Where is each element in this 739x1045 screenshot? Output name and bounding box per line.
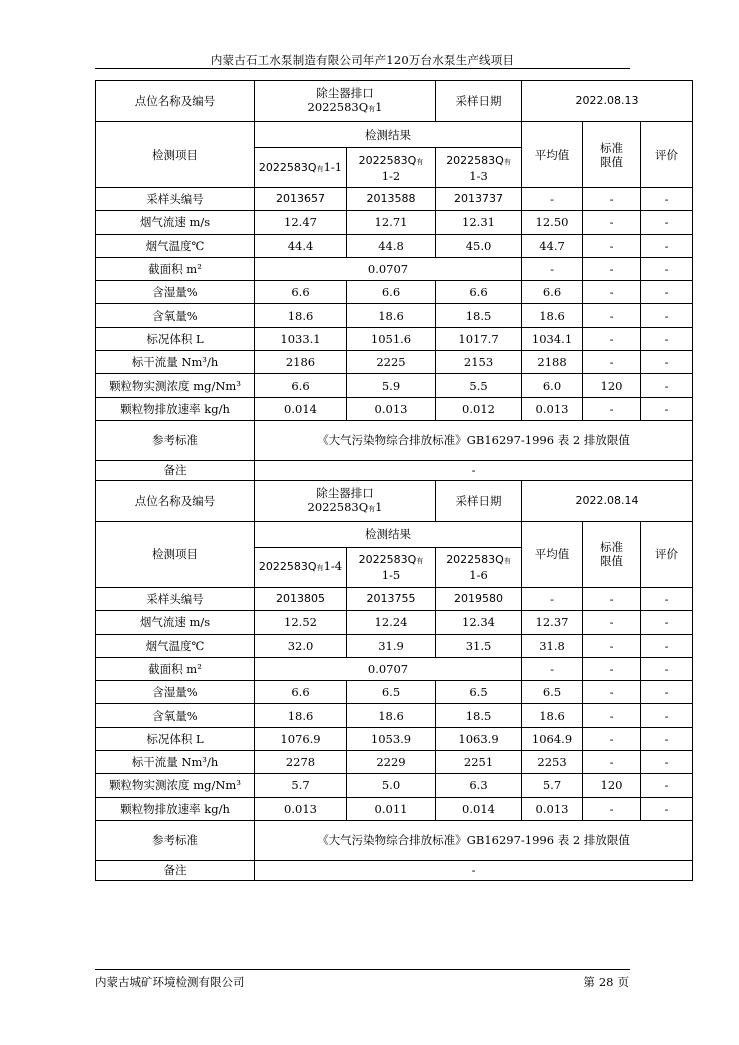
sample-code-sub: 有 <box>503 157 511 166</box>
row-standard-limit: 120 <box>583 374 641 397</box>
row-value-1: 12.47 <box>255 211 347 234</box>
table-row <box>96 521 693 547</box>
sample-code-suffix: 1-1 <box>323 159 343 174</box>
sampling-date: 2022.08.14 <box>522 480 693 521</box>
table-row <box>96 397 693 420</box>
row-average: 2188 <box>522 351 583 374</box>
row-value-1: 18.6 <box>255 304 347 327</box>
sample-code-sub: 有 <box>503 557 511 566</box>
row-average: 1034.1 <box>522 327 583 350</box>
table-row <box>96 304 693 327</box>
table-row <box>96 281 693 304</box>
sample-code-suffix: 1-6 <box>469 568 488 583</box>
row-average: 0.013 <box>522 397 583 420</box>
row-item-name: 烟气流速 m/s <box>96 611 255 634</box>
row-item-name: 截面积 m² <box>96 657 255 680</box>
point-name: 除尘器排口 <box>316 485 374 500</box>
row-value-3: 2013737 <box>436 188 522 211</box>
row-merged-value: 0.0707 <box>255 257 522 280</box>
row-evaluation: - <box>641 327 693 350</box>
row-average: 5.7 <box>522 774 583 797</box>
table-row <box>96 681 693 704</box>
table-row <box>96 751 693 774</box>
row-average: - <box>522 657 583 680</box>
results-label: 检测结果 <box>255 122 522 148</box>
row-average: - <box>522 188 583 211</box>
row-value-3: 12.34 <box>436 611 522 634</box>
table-row <box>96 420 693 460</box>
row-value-2: 2013588 <box>347 188 436 211</box>
row-evaluation: - <box>641 281 693 304</box>
point-code-suffix: 1 <box>375 100 383 114</box>
row-average: 6.5 <box>522 681 583 704</box>
row-evaluation: - <box>641 188 693 211</box>
footer-rule <box>95 969 630 970</box>
note-text: - <box>255 460 693 480</box>
row-evaluation: - <box>641 351 693 374</box>
row-value-1: 32.0 <box>255 634 347 657</box>
table-row <box>96 188 693 211</box>
point-code-sub: 有 <box>368 105 376 113</box>
row-value-1: 2013805 <box>255 587 347 610</box>
sample-code-suffix: 1-3 <box>469 168 488 183</box>
sample-code-suffix: 1-5 <box>381 568 401 583</box>
row-evaluation: - <box>641 657 693 680</box>
sample-code: 2022583Q <box>258 560 317 574</box>
sample-code-sub: 有 <box>416 157 424 166</box>
row-item-name: 颗粒物实测浓度 mg/Nm³ <box>96 374 255 397</box>
row-value-3: 6.5 <box>436 681 522 704</box>
page-number <box>571 974 631 990</box>
document-header-title: 内蒙古石工水泵制造有限公司年产120万台水泵生产线项目 <box>210 53 515 67</box>
ref-label: 参考标准 <box>96 420 255 460</box>
row-standard-limit: - <box>583 634 641 657</box>
row-item-name: 颗粒物实测浓度 mg/Nm³ <box>96 774 255 797</box>
row-average: 6.0 <box>522 374 583 397</box>
ref-label: 参考标准 <box>96 820 255 860</box>
point-code-suffix: 1 <box>375 499 383 514</box>
sample-code-sub: 有 <box>316 564 324 573</box>
row-value-3: 31.5 <box>436 634 522 657</box>
row-item-name: 标况体积 L <box>96 327 255 350</box>
row-standard-limit: - <box>583 327 641 350</box>
point-name: 除尘器排口 <box>316 86 374 100</box>
point-code: 2022583Q <box>307 100 369 114</box>
table-row <box>96 774 693 797</box>
row-evaluation: - <box>641 727 693 750</box>
row-average: 18.6 <box>522 704 583 727</box>
row-value-3: 1063.9 <box>436 727 522 750</box>
table-row <box>96 634 693 657</box>
sample-code-sub: 有 <box>316 164 324 173</box>
row-item-name: 采样头编号 <box>96 188 255 211</box>
row-standard-limit: - <box>583 397 641 420</box>
table-row <box>96 657 693 680</box>
row-value-1: 2278 <box>255 751 347 774</box>
row-evaluation: - <box>641 397 693 420</box>
row-standard-limit: - <box>583 188 641 211</box>
row-standard-limit: - <box>583 281 641 304</box>
table-row <box>96 797 693 820</box>
row-value-1: 12.52 <box>255 611 347 634</box>
row-item-name: 烟气流速 m/s <box>96 211 255 234</box>
point-name-code <box>255 81 436 122</box>
item-label: 检测项目 <box>96 521 255 587</box>
note-label: 备注 <box>96 860 255 880</box>
sample-code: 2022583Q <box>258 160 317 174</box>
row-value-2: 0.013 <box>347 397 436 420</box>
point-label: 点位名称及编号 <box>96 81 255 122</box>
table-row <box>96 122 693 148</box>
row-value-1: 6.6 <box>255 281 347 304</box>
row-standard-limit: - <box>583 211 641 234</box>
row-item-name: 截面积 m² <box>96 257 255 280</box>
row-value-3: 0.012 <box>436 397 522 420</box>
header-rule <box>95 68 630 69</box>
note-text: - <box>255 860 693 880</box>
row-item-name: 烟气温度℃ <box>96 234 255 257</box>
sample-code-suffix: 1-4 <box>323 559 343 574</box>
row-evaluation: - <box>641 587 693 610</box>
row-average: 44.7 <box>522 234 583 257</box>
row-item-name: 含湿量% <box>96 281 255 304</box>
table-row <box>96 234 693 257</box>
row-item-name: 标况体积 L <box>96 727 255 750</box>
row-standard-limit: - <box>583 657 641 680</box>
row-value-1: 2186 <box>255 351 347 374</box>
row-item-name: 含氧量% <box>96 704 255 727</box>
sample-code-suffix: 1-2 <box>381 168 401 183</box>
row-average: 0.013 <box>522 797 583 820</box>
row-value-1: 1076.9 <box>255 727 347 750</box>
table-row <box>96 211 693 234</box>
row-value-2: 0.011 <box>347 797 436 820</box>
table-row <box>96 460 693 480</box>
table-row <box>96 704 693 727</box>
row-average: 6.6 <box>522 281 583 304</box>
row-average: 18.6 <box>522 304 583 327</box>
row-average: - <box>522 587 583 610</box>
row-evaluation: - <box>641 751 693 774</box>
row-value-2: 6.6 <box>347 281 436 304</box>
row-evaluation: - <box>641 634 693 657</box>
date-label: 采样日期 <box>436 81 522 122</box>
row-value-3: 5.5 <box>436 374 522 397</box>
row-average: 1064.9 <box>522 727 583 750</box>
row-value-1: 5.7 <box>255 774 347 797</box>
note-label: 备注 <box>96 460 255 480</box>
row-standard-limit: - <box>583 234 641 257</box>
footer-company: 内蒙古城矿环境检测有限公司 <box>95 975 245 989</box>
row-average: 2253 <box>522 751 583 774</box>
table-row <box>96 257 693 280</box>
point-code-sub: 有 <box>368 504 376 513</box>
row-evaluation: - <box>641 797 693 820</box>
page-number-value: 28 <box>598 975 614 989</box>
ref-text: 《大气污染物综合排放标准》GB16297-1996 表 2 排放限值 <box>255 820 693 860</box>
date-label: 采样日期 <box>436 480 522 521</box>
row-item-name: 含湿量% <box>96 681 255 704</box>
row-value-3: 45.0 <box>436 234 522 257</box>
row-average: 31.8 <box>522 634 583 657</box>
table-row <box>96 727 693 750</box>
row-evaluation: - <box>641 774 693 797</box>
row-value-3: 6.6 <box>436 281 522 304</box>
row-value-2: 2229 <box>347 751 436 774</box>
row-item-name: 含氧量% <box>96 304 255 327</box>
row-standard-limit: - <box>583 351 641 374</box>
row-value-3: 1017.7 <box>436 327 522 350</box>
row-value-2: 2225 <box>347 351 436 374</box>
point-name-code <box>255 480 436 521</box>
row-value-2: 18.6 <box>347 304 436 327</box>
row-value-3: 6.3 <box>436 774 522 797</box>
sample-code: 2022583Q <box>446 153 504 167</box>
page-suffix: 页 <box>617 975 629 989</box>
point-code: 2022583Q <box>307 499 369 514</box>
sample-code-1 <box>255 148 347 188</box>
row-evaluation: - <box>641 211 693 234</box>
row-value-1: 44.4 <box>255 234 347 257</box>
row-evaluation: - <box>641 681 693 704</box>
row-merged-value: 0.0707 <box>255 657 522 680</box>
row-value-2: 1053.9 <box>347 727 436 750</box>
row-average: 12.50 <box>522 211 583 234</box>
table-row <box>96 374 693 397</box>
row-value-3: 0.014 <box>436 797 522 820</box>
row-value-2: 5.0 <box>347 774 436 797</box>
table-row <box>96 351 693 374</box>
sample-code: 2022583Q <box>358 153 417 167</box>
row-value-2: 31.9 <box>347 634 436 657</box>
row-value-2: 12.24 <box>347 611 436 634</box>
row-value-2: 18.6 <box>347 704 436 727</box>
item-label: 检测项目 <box>96 122 255 188</box>
sample-code-3 <box>436 148 522 188</box>
row-evaluation: - <box>641 611 693 634</box>
row-value-3: 18.5 <box>436 304 522 327</box>
eval-label: 评价 <box>641 521 693 587</box>
row-value-2: 6.5 <box>347 681 436 704</box>
page-prefix: 第 <box>583 975 595 989</box>
row-standard-limit: - <box>583 751 641 774</box>
table-row <box>96 820 693 860</box>
row-item-name: 标干流量 Nm³/h <box>96 351 255 374</box>
row-average: 12.37 <box>522 611 583 634</box>
sample-code-2 <box>347 148 436 188</box>
row-item-name: 采样头编号 <box>96 587 255 610</box>
sample-code-sub: 有 <box>416 557 424 566</box>
row-standard-limit: - <box>583 587 641 610</box>
table-row <box>96 611 693 634</box>
row-standard-limit: - <box>583 681 641 704</box>
sampling-date: 2022.08.13 <box>522 81 693 122</box>
row-value-3: 2019580 <box>436 587 522 610</box>
row-value-3: 12.31 <box>436 211 522 234</box>
table-row <box>96 327 693 350</box>
row-value-1: 18.6 <box>255 704 347 727</box>
row-value-2: 5.9 <box>347 374 436 397</box>
row-evaluation: - <box>641 704 693 727</box>
avg-label: 平均值 <box>522 122 583 188</box>
point-label: 点位名称及编号 <box>96 480 255 521</box>
sample-code-1 <box>255 547 347 587</box>
row-evaluation: - <box>641 257 693 280</box>
row-standard-limit: - <box>583 304 641 327</box>
row-value-3: 2153 <box>436 351 522 374</box>
row-value-1: 2013657 <box>255 188 347 211</box>
table-row <box>96 81 693 122</box>
results-label: 检测结果 <box>255 521 522 547</box>
row-standard-limit: 120 <box>583 774 641 797</box>
row-standard-limit: - <box>583 611 641 634</box>
table-row <box>96 860 693 880</box>
row-evaluation: - <box>641 374 693 397</box>
row-standard-limit: - <box>583 727 641 750</box>
avg-label: 平均值 <box>522 521 583 587</box>
sample-code-2 <box>347 547 436 587</box>
sample-code: 2022583Q <box>446 553 504 567</box>
row-value-2: 44.8 <box>347 234 436 257</box>
row-value-1: 6.6 <box>255 374 347 397</box>
std-label: 标准限值 <box>583 521 641 587</box>
row-value-1: 0.013 <box>255 797 347 820</box>
table-row <box>96 587 693 610</box>
row-standard-limit: - <box>583 797 641 820</box>
row-item-name: 颗粒物排放速率 kg/h <box>96 397 255 420</box>
ref-text: 《大气污染物综合排放标准》GB16297-1996 表 2 排放限值 <box>255 420 693 460</box>
row-value-1: 1033.1 <box>255 327 347 350</box>
row-item-name: 标干流量 Nm³/h <box>96 751 255 774</box>
row-average: - <box>522 257 583 280</box>
row-evaluation: - <box>641 234 693 257</box>
row-standard-limit: - <box>583 257 641 280</box>
eval-label: 评价 <box>641 122 693 188</box>
row-value-1: 6.6 <box>255 681 347 704</box>
row-standard-limit: - <box>583 704 641 727</box>
row-value-2: 1051.6 <box>347 327 436 350</box>
sample-code-3 <box>436 547 522 587</box>
row-value-2: 2013755 <box>347 587 436 610</box>
row-value-1: 0.014 <box>255 397 347 420</box>
row-evaluation: - <box>641 304 693 327</box>
table-row <box>96 480 693 521</box>
row-value-3: 2251 <box>436 751 522 774</box>
row-item-name: 颗粒物排放速率 kg/h <box>96 797 255 820</box>
row-item-name: 烟气温度℃ <box>96 634 255 657</box>
row-value-2: 12.71 <box>347 211 436 234</box>
monitoring-results-table <box>95 80 693 881</box>
row-value-3: 18.5 <box>436 704 522 727</box>
sample-code: 2022583Q <box>358 553 417 567</box>
std-label: 标准限值 <box>583 122 641 188</box>
